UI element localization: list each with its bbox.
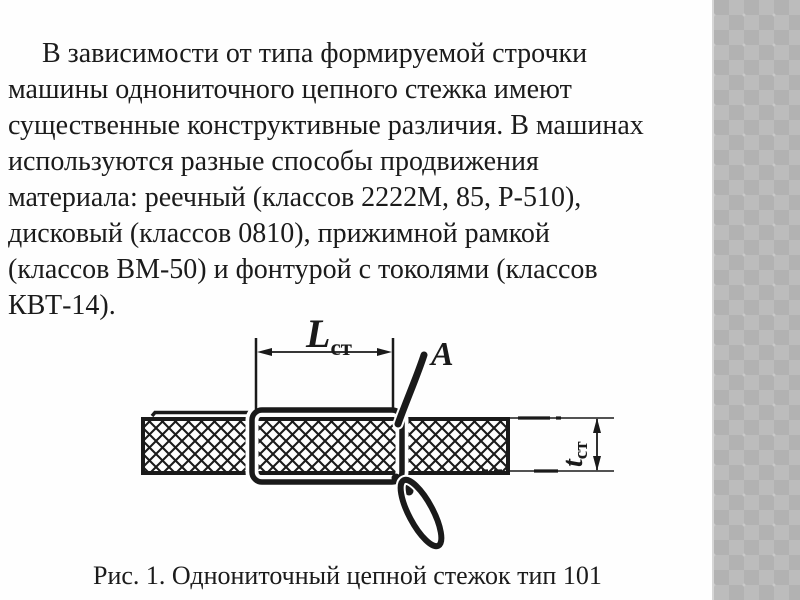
stitch-diagram-figure <box>130 298 630 560</box>
label-L: Lст <box>306 311 352 360</box>
figure-caption: Рис. 1. Однониточный цепной стежок тип 101 <box>93 561 602 590</box>
text-line: материала: реечный (классов 2222М, 85, Р-510), <box>8 182 582 213</box>
decor-strip <box>712 0 800 600</box>
needle-thread <box>398 355 424 424</box>
label-t: tст <box>558 441 592 467</box>
text-line: (классов ВМ-50) и фонтурой с токолями (классов <box>8 254 598 285</box>
text-line: машины однониточного цепного стежка имеют <box>8 74 572 105</box>
label-A: A <box>431 336 454 373</box>
text-line: КВТ-14). <box>8 290 116 321</box>
body-text <box>8 36 714 324</box>
text-line: существенные конструктивные различия. В машинах <box>8 110 644 141</box>
text-line: В зависимости от типа формируемой строчки <box>42 38 588 69</box>
fabric-crosshatch <box>143 419 508 473</box>
text-line: дисковый (классов 0810), прижимной рамкой <box>8 218 550 249</box>
text-line: используются разные способы продвижения <box>8 146 539 177</box>
top-thread <box>152 413 257 417</box>
